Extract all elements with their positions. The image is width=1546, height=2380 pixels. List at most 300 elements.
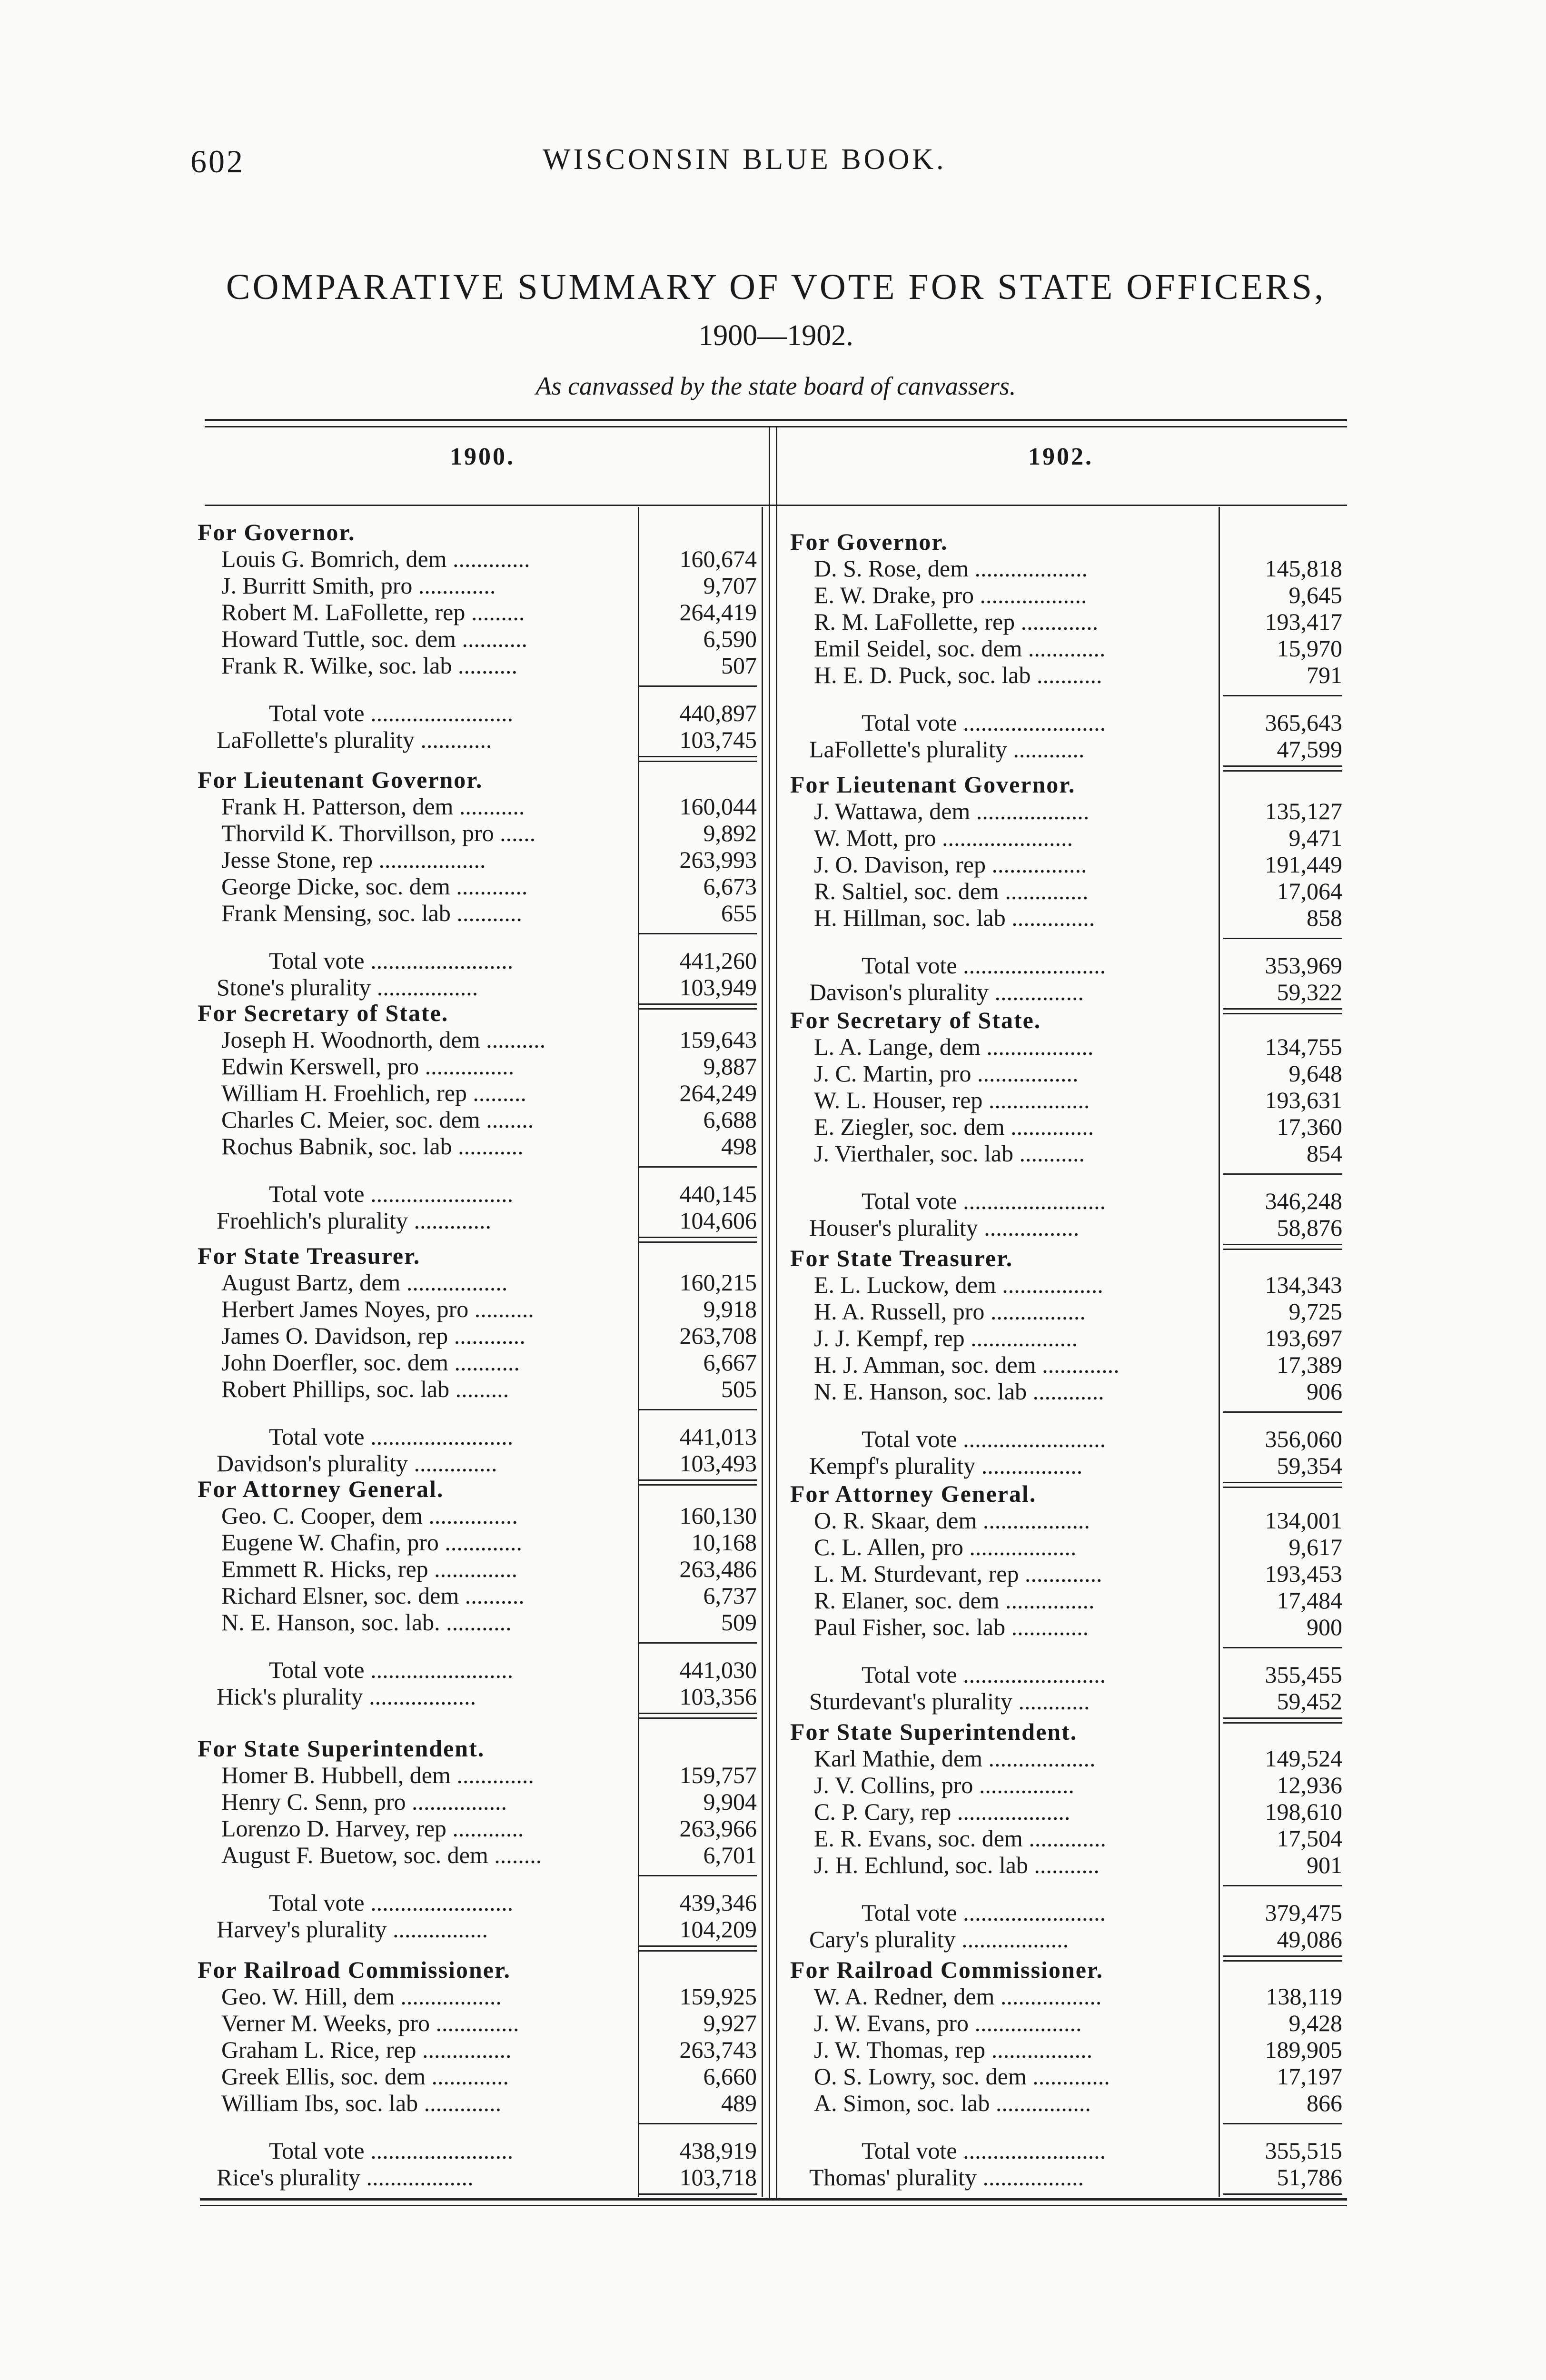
plurality-row-label: Rice's plurality .................. — [217, 2164, 474, 2191]
candidate-row — [198, 1582, 762, 1609]
candidate-row — [790, 555, 1347, 582]
number-rule — [638, 1713, 757, 1714]
number-rule — [1223, 1173, 1342, 1175]
center-divider — [769, 427, 770, 2198]
column-head-1902: 1902. — [1028, 443, 1093, 470]
bottom-rule-1 — [200, 2198, 1347, 2201]
candidate-row-votes: 6,688 — [703, 1106, 757, 1133]
total-row — [198, 947, 762, 974]
total-row — [790, 1899, 1347, 1926]
candidate-row — [198, 652, 762, 679]
candidate-row — [198, 1815, 762, 1842]
candidate-row — [790, 1614, 1347, 1640]
candidate-row — [790, 1140, 1347, 1167]
candidate-row-votes: 264,419 — [679, 599, 757, 625]
plurality-row-votes: 103,356 — [679, 1683, 757, 1710]
candidate-row — [790, 1852, 1347, 1878]
candidate-row-votes: 9,918 — [703, 1296, 757, 1322]
candidate-row-votes: 193,631 — [1265, 1087, 1342, 1113]
total-row-label: Total vote ........................ — [862, 1899, 1106, 1926]
candidate-row-votes: 854 — [1307, 1140, 1342, 1167]
plurality-row — [790, 1214, 1347, 1241]
candidate-row-label: W. Mott, pro ...................... — [814, 824, 1073, 851]
candidate-row — [198, 1502, 762, 1529]
candidate-row — [790, 2063, 1347, 2090]
candidate-row-votes: 138,119 — [1266, 1983, 1342, 2010]
candidate-row-label: Karl Mathie, dem .................. — [814, 1745, 1096, 1772]
number-rule — [1223, 2193, 1342, 2195]
candidate-row-label: L. A. Lange, dem .................. — [814, 1033, 1094, 1060]
candidate-row — [198, 1296, 762, 1322]
plurality-row — [198, 1450, 762, 1477]
plurality-row — [198, 726, 762, 753]
candidate-row-label: Richard Elsner, soc. dem .......... — [221, 1582, 525, 1609]
candidate-row — [790, 1033, 1347, 1060]
candidate-row-votes: 160,215 — [679, 1269, 757, 1296]
spacer — [790, 688, 1347, 709]
candidate-row — [198, 2036, 762, 2063]
spacer — [198, 926, 762, 947]
total-row-label: Total vote ........................ — [862, 2137, 1106, 2164]
candidate-row-votes: 263,743 — [679, 2036, 757, 2063]
plurality-row-label: Cary's plurality .................. — [809, 1926, 1069, 1953]
office-heading: For Secretary of State. — [790, 1007, 1041, 1033]
office-block — [198, 1000, 762, 1234]
total-row-label: Total vote ........................ — [862, 709, 1106, 736]
office-heading: For Secretary of State. — [198, 1000, 449, 1026]
office-heading: For Railroad Commissioner. — [198, 1956, 511, 1983]
candidate-row — [198, 545, 762, 572]
total-row-votes: 440,897 — [679, 700, 757, 726]
total-row-label: Total vote ........................ — [269, 1423, 514, 1450]
candidate-row-label: Edwin Kerswell, pro ............... — [221, 1053, 515, 1080]
spacer — [198, 679, 762, 700]
candidate-row — [790, 1825, 1347, 1852]
number-rule — [638, 1409, 757, 1410]
candidate-row-label: E. L. Luckow, dem ................. — [814, 1271, 1103, 1298]
number-rule — [1223, 765, 1342, 767]
total-row-votes: 441,260 — [679, 947, 757, 974]
office-heading: For State Treasurer. — [198, 1242, 421, 1269]
bottom-rule-2 — [200, 2205, 1347, 2206]
candidate-row — [198, 873, 762, 900]
candidate-row-label: O. S. Lowry, soc. dem ............. — [814, 2063, 1110, 2090]
candidate-row-votes: 135,127 — [1265, 798, 1342, 824]
candidate-row-label: H. E. D. Puck, soc. lab ........... — [814, 662, 1102, 688]
candidate-row-label: Verner M. Weeks, pro .............. — [221, 2010, 519, 2036]
plurality-row — [790, 1688, 1347, 1715]
candidate-row-votes: 9,725 — [1288, 1298, 1342, 1325]
total-row — [790, 1661, 1347, 1688]
candidate-row — [790, 608, 1347, 635]
candidate-row-votes: 134,001 — [1265, 1507, 1342, 1534]
candidate-row-votes: 159,925 — [679, 1983, 757, 2010]
total-row-label: Total vote ........................ — [269, 1656, 514, 1683]
candidate-row-label: J. W. Thomas, rep ................. — [814, 2036, 1093, 2063]
total-row-label: Total vote ........................ — [862, 1661, 1106, 1688]
plurality-row-votes: 103,718 — [679, 2164, 757, 2191]
document-subtitle: As canvassed by the state board of canvassers. — [535, 372, 1016, 400]
plurality-row-votes: 103,493 — [679, 1450, 757, 1477]
candidate-row — [790, 1983, 1347, 2010]
total-row — [790, 1188, 1347, 1214]
number-rule — [638, 2198, 757, 2200]
candidate-row — [790, 662, 1347, 688]
candidate-row — [198, 1080, 762, 1106]
candidate-row — [198, 1842, 762, 1868]
candidate-row-votes: 17,504 — [1277, 1825, 1342, 1852]
candidate-row-votes: 505 — [721, 1376, 757, 1402]
total-row — [198, 1889, 762, 1916]
total-row-votes: 353,969 — [1265, 952, 1342, 979]
office-heading: For Attorney General. — [198, 1476, 444, 1502]
candidate-row-label: D. S. Rose, dem ................... — [814, 555, 1088, 582]
candidate-row-votes: 900 — [1307, 1614, 1342, 1640]
plurality-row-label: Sturdevant's plurality ............ — [809, 1688, 1090, 1715]
document-years: 1900—1902. — [698, 319, 853, 352]
number-rule — [638, 1237, 757, 1238]
candidate-row-votes: 9,471 — [1288, 824, 1342, 851]
running-head: WISCONSIN BLUE BOOK. — [543, 143, 947, 176]
candidate-row-label: August Bartz, dem ................. — [221, 1269, 508, 1296]
spacer — [198, 1868, 762, 1889]
page-number: 602 — [190, 143, 245, 179]
plurality-row-label: Thomas' plurality ................. — [809, 2164, 1084, 2191]
candidate-row — [198, 1762, 762, 1788]
candidate-row-label: J. C. Martin, pro ................. — [814, 1060, 1079, 1087]
candidate-row-label: Frank R. Wilke, soc. lab .......... — [221, 652, 517, 679]
candidate-row-votes: 149,524 — [1265, 1745, 1342, 1772]
total-row — [198, 1180, 762, 1207]
candidate-row — [790, 1772, 1347, 1798]
candidate-row-votes: 489 — [721, 2090, 757, 2116]
candidate-row — [790, 635, 1347, 662]
candidate-row-label: W. L. Houser, rep ................. — [814, 1087, 1090, 1113]
candidate-row-label: Homer B. Hubbell, dem ............. — [221, 1762, 534, 1788]
candidate-row-label: Frank Mensing, soc. lab ........... — [221, 900, 522, 926]
office-block — [198, 1735, 762, 1943]
total-row-label: Total vote ........................ — [269, 1180, 514, 1207]
total-row-label: Total vote ........................ — [269, 2137, 514, 2164]
candidate-row-votes: 10,168 — [691, 1529, 757, 1556]
candidate-row-label: H. J. Amman, soc. dem ............. — [814, 1351, 1120, 1378]
candidate-row-votes: 9,648 — [1288, 1060, 1342, 1087]
total-row-label: Total vote ........................ — [269, 1889, 514, 1916]
plurality-row-votes: 104,209 — [679, 1916, 757, 1943]
number-rule — [1223, 938, 1342, 939]
office-block — [198, 1956, 762, 2191]
plurality-row — [790, 1926, 1347, 1953]
candidate-row-label: R. Elaner, soc. dem ............... — [814, 1587, 1095, 1614]
candidate-row — [790, 2010, 1347, 2036]
plurality-row-label: Froehlich's plurality ............. — [217, 1207, 492, 1234]
candidate-row-label: J. W. Evans, pro .................. — [814, 2010, 1082, 2036]
office-block — [790, 1956, 1347, 2191]
candidate-row — [198, 793, 762, 820]
number-rule — [1223, 2198, 1342, 2200]
number-rule — [1223, 2123, 1342, 2124]
candidate-row-votes: 160,674 — [679, 545, 757, 572]
candidate-row-label: H. A. Russell, pro ................ — [814, 1298, 1086, 1325]
plurality-row-votes: 59,452 — [1277, 1688, 1342, 1715]
candidate-row — [790, 1745, 1347, 1772]
candidate-row-votes: 17,360 — [1277, 1113, 1342, 1140]
candidate-row-label: William H. Froehlich, rep ......... — [221, 1080, 526, 1106]
plurality-row-label: Kempf's plurality ................. — [809, 1452, 1083, 1479]
candidate-row-label: Louis G. Bomrich, dem ............. — [221, 545, 530, 572]
candidate-row-votes: 509 — [721, 1609, 757, 1636]
candidate-row-votes: 9,904 — [703, 1788, 757, 1815]
candidate-row-label: R. M. LaFollette, rep ............. — [814, 608, 1099, 635]
number-rule — [638, 1875, 757, 1876]
candidate-row-label: J. Burritt Smith, pro ............. — [221, 572, 496, 599]
candidate-row — [198, 1529, 762, 1556]
number-rule — [638, 2193, 757, 2195]
candidate-row-label: August F. Buetow, soc. dem ........ — [221, 1842, 542, 1868]
spacer — [790, 931, 1347, 952]
plurality-row — [198, 974, 762, 1001]
number-rule — [638, 2123, 757, 2124]
candidate-row-label: Charles C. Meier, soc. dem ........ — [221, 1106, 534, 1133]
candidate-row-votes: 198,610 — [1265, 1798, 1342, 1825]
candidate-row-votes: 6,590 — [703, 625, 757, 652]
spacer — [790, 1167, 1347, 1188]
candidate-row-label: E. Ziegler, soc. dem .............. — [814, 1113, 1094, 1140]
candidate-row-label: J. J. Kempf, rep .................. — [814, 1325, 1078, 1351]
plurality-row-votes: 58,876 — [1277, 1214, 1342, 1241]
spacer — [198, 1636, 762, 1656]
candidate-row-votes: 6,660 — [703, 2063, 757, 2090]
candidate-row-label: Frank H. Patterson, dem ........... — [221, 793, 525, 820]
candidate-row-label: James O. Davidson, rep ............ — [221, 1322, 525, 1349]
candidate-row-label: William Ibs, soc. lab ............. — [221, 2090, 502, 2116]
total-row-votes: 365,643 — [1265, 709, 1342, 736]
office-heading: For State Treasurer. — [790, 1245, 1013, 1271]
office-heading: For Lieutenant Governor. — [198, 766, 483, 793]
total-row-votes: 439,346 — [679, 1889, 757, 1916]
top-rule-1 — [205, 419, 1347, 421]
total-row-votes: 379,475 — [1265, 1899, 1342, 1926]
office-heading: For Governor. — [790, 528, 948, 555]
candidate-row-label: A. Simon, soc. lab ................ — [814, 2090, 1091, 2116]
candidate-row — [790, 1113, 1347, 1140]
spacer — [790, 2116, 1347, 2137]
number-rule — [638, 1950, 757, 1952]
total-row-label: Total vote ........................ — [862, 1426, 1106, 1452]
plurality-row — [790, 2164, 1347, 2191]
office-block — [790, 771, 1347, 1005]
spacer — [790, 1640, 1347, 1661]
candidate-row-label: Rochus Babnik, soc. lab ........... — [221, 1133, 524, 1160]
office-heading: For State Superintendent. — [790, 1718, 1078, 1745]
candidate-row-label: Robert Phillips, soc. lab ......... — [221, 1376, 509, 1402]
plurality-row-votes: 59,322 — [1277, 979, 1342, 1005]
candidate-row — [198, 1106, 762, 1133]
candidate-row-votes: 9,707 — [703, 572, 757, 599]
total-row-votes: 438,919 — [679, 2137, 757, 2164]
office-block — [790, 1480, 1347, 1715]
candidate-row — [198, 2063, 762, 2090]
office-block — [198, 1242, 762, 1477]
candidate-row-votes: 263,486 — [679, 1556, 757, 1582]
spacer — [198, 2116, 762, 2137]
total-row — [198, 1656, 762, 1683]
candidate-row-votes: 159,643 — [679, 1026, 757, 1053]
candidate-row-label: E. R. Evans, soc. dem ............. — [814, 1825, 1106, 1852]
candidate-row-votes: 15,970 — [1277, 635, 1342, 662]
candidate-row-label: Herbert James Noyes, pro .......... — [221, 1296, 534, 1322]
total-row — [790, 952, 1347, 979]
plurality-row — [790, 736, 1347, 763]
candidate-row-votes: 134,343 — [1265, 1271, 1342, 1298]
candidate-row — [790, 851, 1347, 878]
candidate-row-label: Robert M. LaFollette, rep ......... — [221, 599, 525, 625]
number-rule — [638, 933, 757, 934]
candidate-row-votes: 498 — [721, 1133, 757, 1160]
plurality-row — [198, 1683, 762, 1710]
candidate-row-votes: 9,887 — [703, 1053, 757, 1080]
candidate-row — [198, 1983, 762, 2010]
candidate-row — [790, 824, 1347, 851]
candidate-row-votes: 12,936 — [1277, 1772, 1342, 1798]
candidate-row-votes: 9,428 — [1288, 2010, 1342, 2036]
page-header — [190, 143, 1380, 190]
candidate-row-label: Geo. C. Cooper, dem ............... — [221, 1502, 518, 1529]
candidate-row — [790, 1060, 1347, 1087]
office-block — [790, 528, 1347, 763]
candidate-row-votes: 193,417 — [1265, 608, 1342, 635]
candidate-row — [790, 878, 1347, 904]
plurality-row-label: Hick's plurality .................. — [217, 1683, 476, 1710]
candidate-row — [198, 572, 762, 599]
candidate-row-label: John Doerfler, soc. dem ........... — [221, 1349, 520, 1376]
plurality-row-label: Harvey's plurality ................ — [217, 1916, 488, 1943]
office-block — [790, 1718, 1347, 1953]
candidate-row-votes: 6,673 — [703, 873, 757, 900]
candidate-row — [790, 2036, 1347, 2063]
office-heading: For State Superintendent. — [198, 1735, 485, 1762]
candidate-row-votes: 160,130 — [679, 1502, 757, 1529]
office-block — [198, 1476, 762, 1710]
total-row-label: Total vote ........................ — [269, 700, 514, 726]
office-block — [790, 1007, 1347, 1241]
candidate-row — [198, 1788, 762, 1815]
total-row-votes: 440,145 — [679, 1180, 757, 1207]
candidate-row-label: L. M. Sturdevant, rep ............. — [814, 1560, 1102, 1587]
candidate-row-votes: 901 — [1307, 1852, 1342, 1878]
total-row-votes: 346,248 — [1265, 1188, 1342, 1214]
total-row-votes: 355,515 — [1265, 2137, 1342, 2164]
total-row — [790, 2137, 1347, 2164]
office-heading: For Lieutenant Governor. — [790, 771, 1076, 798]
candidate-row-label: Greek Ellis, soc. dem ............. — [221, 2063, 509, 2090]
candidate-row-votes: 791 — [1307, 662, 1342, 688]
number-rule — [638, 1717, 757, 1719]
candidate-row-votes: 189,905 — [1265, 2036, 1342, 2063]
candidate-row — [198, 1053, 762, 1080]
candidate-row-label: R. Saltiel, soc. dem .............. — [814, 878, 1089, 904]
column-head-1900: 1900. — [450, 443, 515, 470]
plurality-row — [198, 2164, 762, 2191]
candidate-row-votes: 17,389 — [1277, 1351, 1342, 1378]
plurality-row — [198, 1916, 762, 1943]
spacer — [790, 1405, 1347, 1426]
candidate-row — [790, 1378, 1347, 1405]
office-heading: For Railroad Commissioner. — [790, 1956, 1104, 1983]
candidate-row-votes: 263,708 — [679, 1322, 757, 1349]
plurality-row-votes: 59,354 — [1277, 1452, 1342, 1479]
candidate-row-label: Paul Fisher, soc. lab ............. — [814, 1614, 1089, 1640]
number-rule — [1223, 1647, 1342, 1648]
candidate-row-label: Emmett R. Hicks, rep .............. — [221, 1556, 518, 1582]
candidate-row — [790, 1351, 1347, 1378]
plurality-row-label: Houser's plurality ................ — [809, 1214, 1080, 1241]
plurality-row — [198, 1207, 762, 1234]
number-rule — [638, 1166, 757, 1168]
candidate-row-votes: 9,645 — [1288, 582, 1342, 608]
candidate-row-votes: 17,064 — [1277, 878, 1342, 904]
candidate-row-votes: 134,755 — [1265, 1033, 1342, 1060]
candidate-row-votes: 264,249 — [679, 1080, 757, 1106]
plurality-row — [790, 1452, 1347, 1479]
number-rule — [1223, 695, 1342, 696]
candidate-row-label: J. O. Davison, rep ................ — [814, 851, 1087, 878]
total-row-votes: 355,455 — [1265, 1661, 1342, 1688]
candidate-row-votes: 858 — [1307, 904, 1342, 931]
candidate-row-votes: 6,667 — [703, 1349, 757, 1376]
plurality-row-votes: 103,949 — [679, 974, 757, 1001]
candidate-row-votes: 145,818 — [1265, 555, 1342, 582]
total-row-label: Total vote ........................ — [862, 952, 1106, 979]
candidate-row — [198, 2090, 762, 2116]
candidate-row-votes: 263,966 — [679, 1815, 757, 1842]
candidate-row-label: Emil Seidel, soc. dem ............. — [814, 635, 1106, 662]
plurality-row-votes: 103,745 — [679, 726, 757, 753]
candidate-row-votes: 866 — [1307, 2090, 1342, 2116]
candidate-row-label: Lorenzo D. Harvey, rep ............ — [221, 1815, 524, 1842]
candidate-row-votes: 6,701 — [703, 1842, 757, 1868]
candidate-row-votes: 160,044 — [679, 793, 757, 820]
office-block — [198, 519, 762, 753]
candidate-row-votes: 6,737 — [703, 1582, 757, 1609]
candidate-row — [790, 1298, 1347, 1325]
candidate-row — [790, 1534, 1347, 1560]
candidate-row-votes: 263,993 — [679, 846, 757, 873]
number-rule — [638, 1945, 757, 1947]
candidate-row-label: Thorvild K. Thorvillson, pro ...... — [221, 820, 536, 846]
candidate-row-label: N. E. Hanson, soc. lab. ........... — [221, 1609, 512, 1636]
number-rule — [1223, 1885, 1342, 1886]
document-title: COMPARATIVE SUMMARY OF VOTE FOR STATE OFFICERS, — [226, 267, 1326, 307]
candidate-row-votes: 507 — [721, 652, 757, 679]
candidate-row-label: J. H. Echlund, soc. lab ........... — [814, 1852, 1100, 1878]
candidate-row-label: O. R. Skaar, dem .................. — [814, 1507, 1090, 1534]
candidate-row — [198, 625, 762, 652]
candidate-row-votes: 655 — [721, 900, 757, 926]
office-block — [790, 1245, 1347, 1479]
office-heading: For Governor. — [198, 519, 356, 545]
spacer — [790, 1878, 1347, 1899]
candidate-row-votes: 193,453 — [1265, 1560, 1342, 1587]
plurality-row-label: LaFollette's plurality ............ — [217, 726, 492, 753]
number-rule — [1223, 1411, 1342, 1413]
total-row-votes: 441,030 — [679, 1656, 757, 1683]
candidate-row — [198, 1269, 762, 1296]
candidate-row — [198, 1322, 762, 1349]
office-block — [198, 766, 762, 1001]
candidate-row-label: H. Hillman, soc. lab .............. — [814, 904, 1095, 931]
candidate-row — [790, 798, 1347, 824]
